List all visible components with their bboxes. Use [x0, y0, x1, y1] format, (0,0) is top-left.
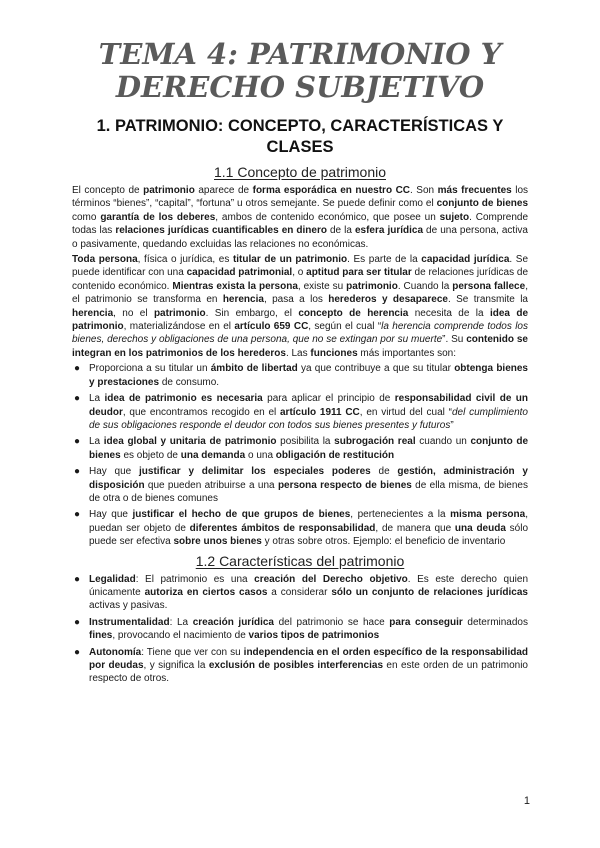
list-item: ● La idea de patrimonio es necesaria para aplicar el principio de responsabilidad civil de un deudor, que encontramos recogido en el artículo 1911 CC, en virtud del cual “del cumplimiento de sus obligaciones responde el deudor con todos sus bienes presentes y futuros”	[74, 393, 528, 431]
bullet-icon: ●	[74, 466, 81, 478]
paragraph-concepto: El concepto de patrimonio aparece de forma esporádica en nuestro CC. Son más frecuentes los términos “bienes”, “capital”, “fortuna” u otros semejante. Se puede definir como el conjunto de bienes como garantía de los deberes, ambos de contenido económico, que posee un sujeto. Comprende todas las relaciones jurídicas cuantificables en dinero de la esfera jurídica de una persona, activa o pasivamente, quedando excluidas las relaciones no económicas.	[72, 185, 529, 250]
list-item: ● Proporciona a su titular un ámbito de libertad ya que contribuye a que su titular obtenga bienes y prestaciones de consumo.	[74, 363, 528, 388]
bullet-icon: ●	[74, 393, 81, 405]
bullet-icon: ●	[74, 646, 81, 658]
bullet-icon: ●	[74, 616, 81, 628]
list-item: ● Hay que justificar el hecho de que grupos de bienes, pertenecientes a la misma persona, puedan ser objeto de diferentes ámbitos de responsabilidad, de manera que una deuda sólo puede ser efectiva sobre unos bienes y otras sobre otros. Ejemplo: el beneficio de inventario	[74, 509, 529, 548]
bullet-icon: ●	[74, 363, 81, 375]
list-item: ● Legalidad: El patrimonio es una creación del Derecho objetivo. Es este derecho quien únicamente autoriza en ciertos casos a considerar sólo un conjunto de relaciones jurídicas activas y pasivas.	[74, 573, 529, 612]
subsection-heading-concepto: 1.1 Concepto de patrimonio	[214, 164, 386, 180]
paragraph-titular: Toda persona, física o jurídica, es titular de un patrimonio. Es parte de la capacidad jurídica. Se puede identificar con una capacidad patrimonial, o aptitud para ser titular de relaciones jurídicas de contenido económico. Mientras exista la persona, existe su patrimonio. Cuando la persona fallece, el patrimonio se transforma en herencia, pasa a los herederos y desaparece. Se transmite la herencia, no el patrimonio. Sin embargo, el concepto de herencia necesita de la idea de patrimonio, materializándose en el artículo 659 CC, según el cual “la herencia comprende todos los bienes, derechos y obligaciones de una persona, que no se extingan por su muerte”. Su contenido se integran en los patrimonios de los herederos. Las funciones más importantes son:	[72, 254, 529, 359]
section-heading-patrimonio: 1. PATRIMONIO: CONCEPTO, CARACTERÍSTICAS Y CLASES	[96, 117, 504, 156]
funciones-list	[72, 362, 528, 548]
bullet-icon: ●	[74, 509, 81, 521]
list-item: ● La idea global y unitaria de patrimonio posibilita la subrogación real cuando un conjunto de bienes es objeto de una demanda o una obligación de restitución	[74, 436, 529, 461]
list-item: ● Autonomía: Tiene que ver con su independencia en el orden específico de la responsabilidad por deudas, y significa la exclusión de posibles interferencias en este orden de un patrimonio respecto de otros.	[74, 646, 529, 685]
list-item: ● Instrumentalidad: La creación jurídica del patrimonio se hace para conseguir determinados fines, provocando el nacimiento de varios tipos de patrimonios	[74, 616, 528, 642]
bullet-icon: ●	[74, 573, 81, 585]
document-title: TEMA 4: PATRIMONIO Y DERECHO SUBJETIVO	[98, 37, 502, 104]
caracteristicas-list	[72, 573, 528, 686]
page-number: 1	[523, 795, 530, 807]
bullet-icon: ●	[74, 436, 81, 448]
subsection-heading-caracteristicas: 1.2 Características del patrimonio	[195, 552, 405, 569]
list-item: ● Hay que justificar y delimitar los especiales poderes de gestión, administración y disposición que pueden atribuirse a una persona respecto de bienes de ella misma, de bienes de otra o de bienes comunes	[74, 466, 528, 504]
